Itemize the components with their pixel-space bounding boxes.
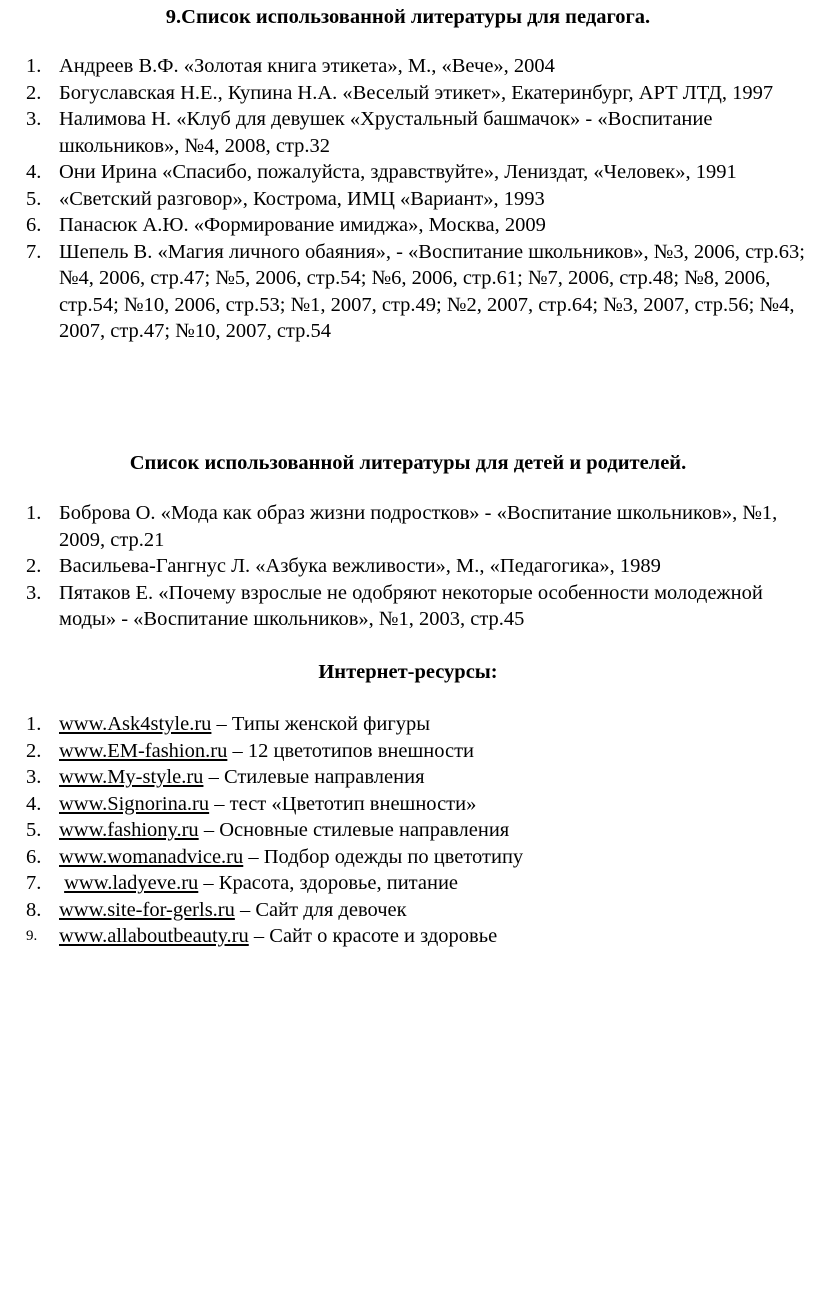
resource-link[interactable]: www.site-for-gerls.ru xyxy=(59,898,235,921)
reference-text: Они Ирина «Спасибо, пожалуйста, здравствуйте», Лениздат, «Человек», 1991 xyxy=(59,161,737,183)
reference-text: Шепель В. «Магия личного обаяния», - «Воспитание школьников», №3, 2006, стр.63; №4, 2006, стр.47; №5, 2006, стр.54; №6, 2006, стр.61; №7, 2006, стр.48; №8, 2006, стр.54; №10, 2006, стр.53; №1, 2007, стр.49; №2, 2007, стр.64; №3, 2007, стр.56; №4, 2007, стр.47; №10, 2007, стр.54 xyxy=(59,240,805,342)
reference-text: «Светский разговор», Кострома, ИМЦ «Вариант», 1993 xyxy=(59,187,545,210)
teacher-literature-heading: 9.Список использованной литературы для педагога. xyxy=(165,6,651,28)
list-item: 1. Андреев В.Ф. «Золотая книга этикета», М., «Вече», 2004 xyxy=(26,55,555,77)
list-item: 9. www.allaboutbeauty.ru – Сайт о красоте и здоровье xyxy=(26,925,498,947)
resource-link[interactable]: www.allaboutbeauty.ru xyxy=(59,925,249,947)
children-literature-heading: Список использованной литературы для детей и родителей. xyxy=(129,452,687,474)
teacher-literature-list xyxy=(0,53,816,345)
list-item: 8. www.site-for-gerls.ru – Сайт для девочек xyxy=(26,898,407,921)
reference-text: Васильева-Гангнус Л. «Азбука вежливости», М., «Педагогика», 1989 xyxy=(59,555,661,577)
internet-resources-list xyxy=(0,711,816,950)
reference-text: Панасюк А.Ю. «Формирование имиджа», Москва, 2009 xyxy=(59,214,546,236)
list-item: 5. «Светский разговор», Кострома, ИМЦ «Вариант», 1993 xyxy=(26,187,545,210)
internet-resources-heading: Интернет-ресурсы: xyxy=(318,661,498,683)
list-item: 7. www.ladyeve.ru – Красота, здоровье, питание xyxy=(26,872,459,894)
list-item: 4. Они Ирина «Спасибо, пожалуйста, здравствуйте», Лениздат, «Человек», 1991 xyxy=(26,161,737,183)
resource-description: – тест «Цветотип внешности» xyxy=(209,792,477,815)
list-item: 2. Васильева-Гангнус Л. «Азбука вежливости», М., «Педагогика», 1989 xyxy=(26,555,661,577)
reference-text: Пятаков Е. «Почему взрослые не одобряют некоторые особенности молодежной моды» - «Воспитание школьников», №1, 2003, стр.45 xyxy=(59,581,763,630)
resource-description: – Стилевые направления xyxy=(203,766,425,788)
resource-description: – Основные стилевые направления xyxy=(198,819,510,841)
reference-text: Налимова Н. «Клуб для девушек «Хрустальный башмачок» - «Воспитание школьников», №4, 2008, стр.32 xyxy=(59,108,713,157)
resource-description: – Сайт для девочек xyxy=(234,898,407,921)
list-item: 6. www.womanadvice.ru – Подбор одежды по цветотипу xyxy=(26,845,524,868)
resource-link[interactable]: www.Signorina.ru xyxy=(59,792,210,815)
list-item: 2. Богуславская Н.Е., Купина Н.А. «Веселый этикет», Екатеринбург, АРТ ЛТД, 1997 xyxy=(26,81,774,104)
list-item: 4. www.Signorina.ru – тест «Цветотип внешности» xyxy=(26,792,477,815)
resource-link[interactable]: www.EM-fashion.ru xyxy=(59,739,228,762)
resource-link[interactable]: www.Ask4style.ru xyxy=(59,713,212,735)
list-item: 7. Шепель В. «Магия личного обаяния», - «Воспитание школьников», №3, 2006, стр.63; №4, 2006, стр.47; №5, 2006, стр.54; №6, 2006, стр.61; №7, 2006, стр.48; №8, 2006, стр.54; №10, 2006, стр.53; №1, 2007, стр.49; №2, 2007, стр.64; №3, 2007, стр.56; №4, 2007, стр.47; №10, 2007, стр.54 xyxy=(26,240,805,342)
reference-text: Богуславская Н.Е., Купина Н.А. «Веселый этикет», Екатеринбург, АРТ ЛТД, 1997 xyxy=(59,81,774,104)
resource-description: – Сайт о красоте и здоровье xyxy=(248,925,498,947)
resource-description: – Типы женской фигуры xyxy=(211,713,431,735)
list-item: 1. Боброва О. «Мода как образ жизни подростков» - «Воспитание школьников», №1, 2009, стр.21 xyxy=(26,502,778,551)
resource-description: – Подбор одежды по цветотипу xyxy=(243,845,524,868)
reference-text: Боброва О. «Мода как образ жизни подростков» - «Воспитание школьников», №1, 2009, стр.21 xyxy=(59,502,778,551)
list-item: 2. www.EM-fashion.ru – 12 цветотипов внешности xyxy=(26,739,475,762)
children-literature-list xyxy=(0,500,816,633)
reference-text: Андреев В.Ф. «Золотая книга этикета», М., «Вече», 2004 xyxy=(59,55,555,77)
resource-link[interactable]: www.womanadvice.ru xyxy=(59,845,244,868)
list-item: 3. Налимова Н. «Клуб для девушек «Хрустальный башмачок» - «Воспитание школьников», №4, 2008, стр.32 xyxy=(26,108,713,157)
list-item: 1. www.Ask4style.ru – Типы женской фигуры xyxy=(26,713,431,735)
list-item: 3. www.My-style.ru – Стилевые направления xyxy=(26,766,425,788)
list-item: 5. www.fashiony.ru – Основные стилевые направления xyxy=(26,819,510,841)
resource-description: – 12 цветотипов внешности xyxy=(227,739,475,762)
list-item: 3. Пятаков Е. «Почему взрослые не одобряют некоторые особенности молодежной моды» - «Воспитание школьников», №1, 2003, стр.45 xyxy=(26,581,763,630)
resource-link[interactable]: www.fashiony.ru xyxy=(59,819,199,841)
resource-link[interactable]: www.My-style.ru xyxy=(59,766,204,788)
resource-description: – Красота, здоровье, питание xyxy=(198,872,459,894)
resource-link[interactable]: www.ladyeve.ru xyxy=(64,872,199,894)
list-item: 6. Панасюк А.Ю. «Формирование имиджа», Москва, 2009 xyxy=(26,214,546,236)
